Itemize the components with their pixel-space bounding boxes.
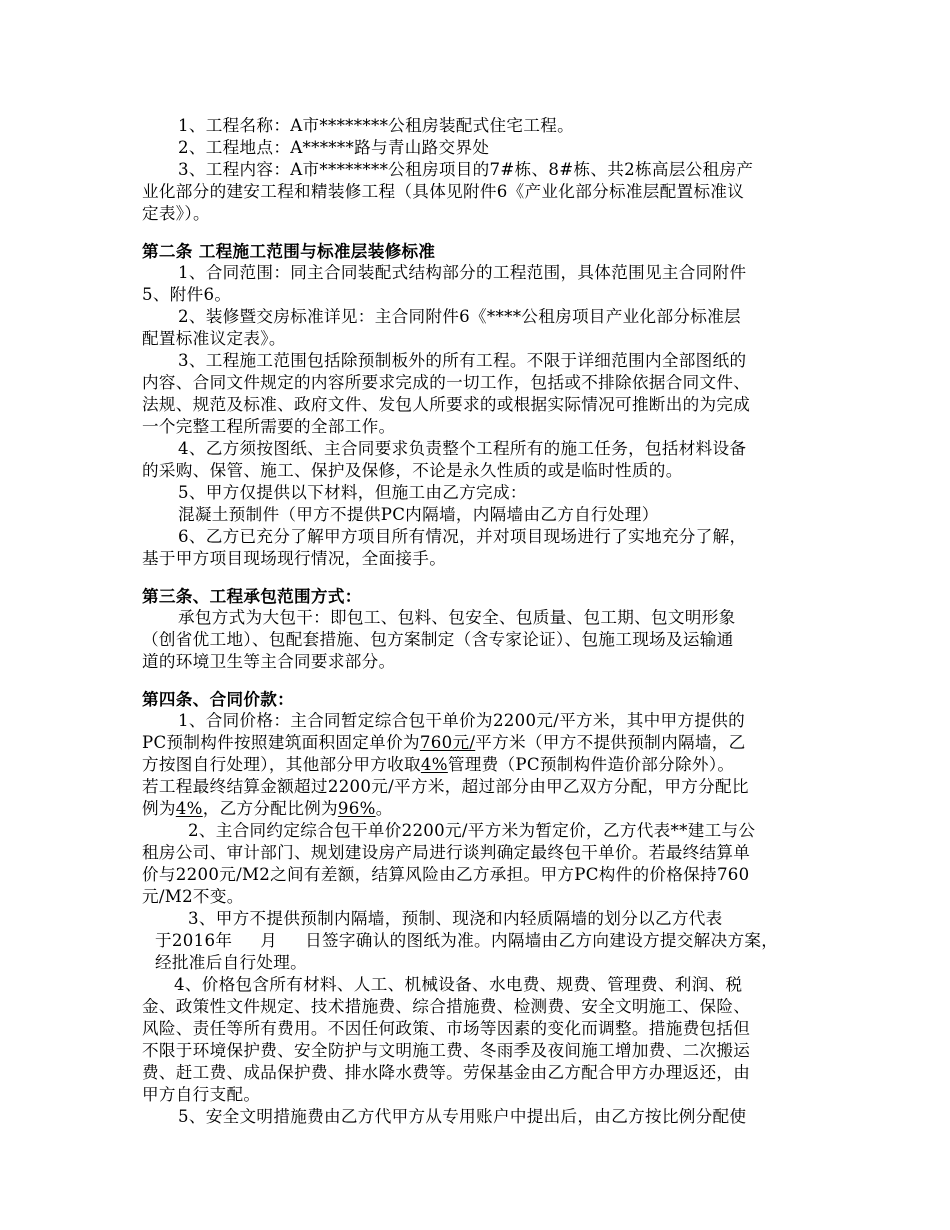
line-price-1: 1、合同价格：主合同暂定综合包干单价为2200元/平方米，其中甲方提供的 <box>178 711 745 730</box>
line-scope-3: 3、工程施工范围包括除预制板外的所有工程。不限于详细范围内全部图纸的 <box>178 351 747 370</box>
line-price-4-cont2: 风险、责任等所有费用。不因任何政策、市场等因素的变化而调整。措施费包括但 <box>142 1019 751 1038</box>
line-scope-1: 1、合同范围：同主合同装配式结构部分的工程范围，具体范围见主合同附件 <box>178 263 747 282</box>
line-scope-4: 4、乙方须按图纸、主合同要求负责整个工程所有的施工任务，包括材料设备 <box>178 439 747 458</box>
line-project-name: 1、工程名称：A市********公租房装配式住宅工程。 <box>178 116 575 135</box>
heading-article-2: 第二条 工程施工范围与标准层装修标准 <box>142 241 436 261</box>
line-price-1-cont3: 若工程最终结算金额超过2200元/平方米，超过部分由甲乙双方分配，甲方分配比 <box>142 777 749 796</box>
line-price-3-cont2: 经批准后自行处理。 <box>155 953 308 972</box>
line-price-2-cont1: 租房公司、审计部门、规划建设房产局进行谈判确定最终包干单价。若最终结算单 <box>142 843 751 862</box>
line-price-4-cont3: 不限于环境保护费、安全防护与文明施工费、冬雨季及夜间施工增加费、二次搬运 <box>142 1041 751 1060</box>
line-scope-4-cont: 的采购、保管、施工、保护及保修，不论是永久性质的或是临时性质的。 <box>142 461 683 480</box>
line-scope-5-item: 混凝土预制件（甲方不提供PC内隔墙，内隔墙由乙方自行处理） <box>178 505 659 524</box>
line-project-content-3: 定表》）。 <box>142 204 210 223</box>
line-price-1-cont2: 方按图自行处理），其他部分甲方收取4%管理费（PC预制构件造价部分除外）。 <box>142 755 735 774</box>
line-price-2-cont3: 元/M2不变。 <box>142 887 244 906</box>
line-project-content: 3、工程内容：A市********公租房项目的7#栋、8#栋、共2栋高层公租房产 <box>178 160 754 179</box>
line-scope-3-cont2: 法规、规范及标准、政府文件、发包人所要求的或根据实际情况可推断出的为完成 <box>142 395 751 414</box>
line-price-5: 5、安全文明措施费由乙方代甲方从专用账户中提出后，由乙方按比例分配使 <box>178 1107 747 1126</box>
line-price-4-cont5: 甲方自行支配。 <box>142 1085 261 1104</box>
underlined-fee-percent: 4% <box>420 755 448 774</box>
underlined-party-b-ratio: 96% <box>337 799 376 818</box>
line-price-4: 4、价格包含所有材料、人工、机械设备、水电费、规费、管理费、利润、税 <box>174 975 743 994</box>
line-price-1-cont1: PC预制构件按照建筑面积固定单价为760元/平方米（甲方不提供预制内隔墙，乙 <box>142 733 746 752</box>
line-price-1-cont4: 例为4%，乙方分配比例为96%。 <box>142 799 393 818</box>
line-contract-mode-cont2: 道的环境卫生等主合同要求部分。 <box>142 652 396 671</box>
line-scope-2-cont: 配置标准议定表》。 <box>142 329 286 348</box>
underlined-party-a-ratio: 4% <box>175 799 203 818</box>
line-contract-mode: 承包方式为大包干：即包工、包料、包安全、包质量、包工期、包文明形象 <box>178 608 736 627</box>
line-price-2-cont2: 价与2200元/M2之间有差额，结算风险由乙方承担。甲方PC构件的价格保持760 <box>142 865 750 884</box>
heading-article-3: 第三条、工程承包范围方式： <box>142 586 362 606</box>
line-project-location: 2、工程地点：A******路与青山路交界处 <box>178 138 490 157</box>
line-scope-5: 5、甲方仅提供以下材料，但施工由乙方完成： <box>178 483 527 502</box>
line-project-content-2: 业化部分的建安工程和精装修工程（具体见附件6《产业化部分标准层配置标准议 <box>142 182 745 201</box>
line-scope-3-cont3: 一个完整工程所需要的全部工作。 <box>142 417 396 436</box>
line-scope-6: 6、乙方已充分了解甲方项目所有情况，并对项目现场进行了实地充分了解， <box>178 527 747 546</box>
line-scope-2: 2、装修暨交房标准详见：主合同附件6《****公租房项目产业化部分标准层 <box>178 307 741 326</box>
line-price-2: 2、主合同约定综合包干单价2200元/平方米为暂定价，乙方代表**建工与公 <box>188 821 756 840</box>
line-price-3: 3、甲方不提供预制内隔墙，预制、现浇和内轻质隔墙的划分以乙方代表 <box>188 909 723 928</box>
line-scope-6-cont: 基于甲方项目现场现行情况，全面接手。 <box>142 549 447 568</box>
heading-article-4: 第四条、合同价款： <box>142 689 295 709</box>
line-scope-3-cont1: 内容、合同文件规定的内容所要求完成的一切工作，包括或不排除依据合同文件、 <box>142 373 751 392</box>
line-price-4-cont1: 金、政策性文件规定、技术措施费、综合措施费、检测费、安全文明施工、保险、 <box>142 997 751 1016</box>
line-price-3-cont1: 于2016年 月 日签字确认的图纸为准。内隔墙由乙方向建设方提交解决方案， <box>155 931 779 950</box>
line-contract-mode-cont1: （创省优工地）、包配套措施、包方案制定（含专家论证）、包施工现场及运输通 <box>142 630 734 649</box>
line-price-4-cont4: 费、赶工费、成品保护费、排水降水费等。劳保基金由乙方配合甲方办理返还，由 <box>142 1063 751 1082</box>
line-scope-1-cont: 5、附件6。 <box>142 285 232 304</box>
underlined-unit-price: 760元/ <box>419 733 476 752</box>
